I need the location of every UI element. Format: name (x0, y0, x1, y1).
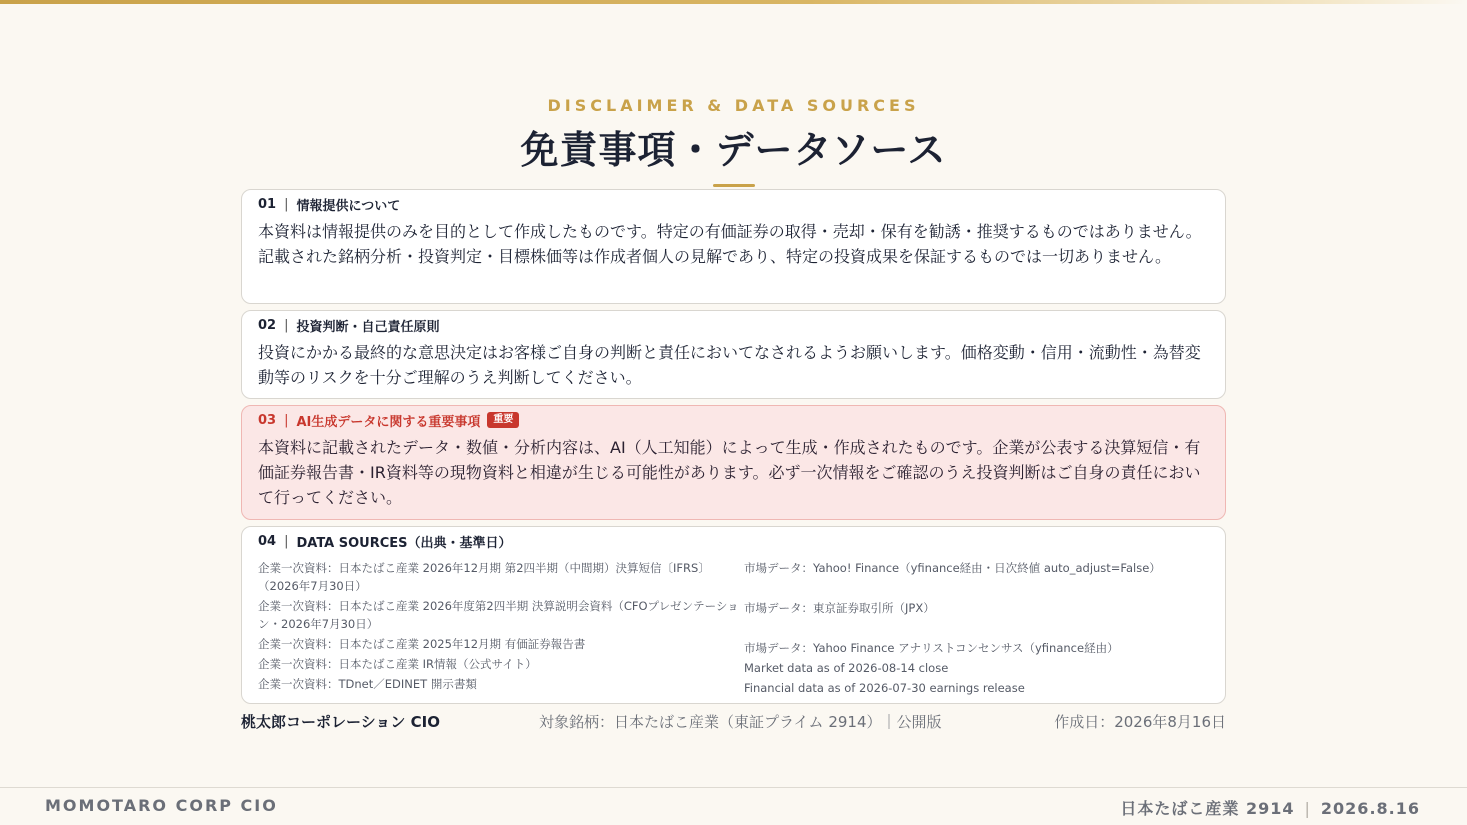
sources-column-left (258, 559, 744, 699)
source-item: 企業一次資料：日本たばこ産業 2026年度第2四半期 決算説明会資料（CFOプレゼンテーション・2026年7月30日） (258, 599, 739, 631)
section-separator: | (284, 317, 289, 333)
section-heading: AI生成データに関する重要事項 (296, 414, 481, 430)
source-item: 企業一次資料：日本たばこ産業 IR情報（公式サイト） (258, 657, 537, 671)
important-badge: 重要 (487, 412, 519, 428)
card-heading (258, 410, 1209, 430)
footer-meta (1120, 796, 1420, 819)
section-separator: | (284, 533, 289, 549)
source-item: 市場データ：Yahoo! Finance（yfinance経由・日次終値 auto_adjust=False） (744, 561, 1161, 575)
data-sources-card (241, 526, 1226, 704)
source-item: 企業一次資料：TDnet／EDINET 開示書類 (258, 677, 477, 691)
title-underline (713, 184, 755, 187)
section-number: 01 (258, 196, 277, 212)
card-heading (258, 531, 1209, 551)
section-body: 投資にかかる最終的な意思決定はお客様ご自身の判断と責任においてなされるようお願いします。価格変動・信用・流動性・為替変動等のリスクを十分ご理解のうえ判断してください。 (258, 343, 1201, 387)
source-item: 企業一次資料：日本たばこ産業 2025年12月期 有価証券報告書 (258, 637, 586, 651)
footer-brand: MOMOTARO CORP CIO (45, 796, 278, 815)
footer-date: 2026.8.16 (1320, 799, 1420, 818)
section-body: 本資料に記載されたデータ・数値・分析内容は、AI（人工知能）によって生成・作成されたものです。企業が公表する決算短信・有価証券報告書・IR資料等の現物資料と相違が生じる可能性があります。必ず一次情報をご確認のうえ投資判断はご自身の責任において行ってください。 (258, 438, 1201, 507)
section-heading: DATA SOURCES（出典・基準日） (296, 535, 512, 551)
source-item: Financial data as of 2026-07-30 earnings release (744, 681, 1025, 695)
section-separator: | (284, 196, 289, 212)
footer-separator: | (1304, 799, 1311, 818)
footer-ticker: 日本たばこ産業 2914 (1120, 799, 1295, 818)
byline-target: 対象銘柄：日本たばこ産業（東証プライム 2914）｜公開版 (539, 713, 942, 731)
section-number: 03 (258, 412, 277, 428)
card-heading (258, 315, 1209, 335)
page-title: 免責事項・データソース (520, 128, 947, 172)
disclaimer-card-03-important (241, 405, 1226, 520)
section-number: 02 (258, 317, 277, 333)
data-sources-grid (258, 559, 1209, 699)
sources-column-right (744, 559, 1214, 699)
disclaimer-card-02 (241, 310, 1226, 399)
byline-date: 作成日：2026年8月16日 (1054, 713, 1226, 731)
footer-divider (0, 787, 1467, 788)
source-item: 企業一次資料：日本たばこ産業 2026年12月期 第2四半期（中間期）決算短信〔IFRS〕（2026年7月30日） (258, 561, 710, 593)
page-header (0, 96, 1467, 187)
section-separator: | (284, 412, 289, 428)
source-item: Market data as of 2026-08-14 close (744, 661, 949, 675)
page-eyebrow: DISCLAIMER & DATA SOURCES (547, 96, 920, 115)
section-heading: 投資判断・自己責任原則 (296, 319, 440, 335)
section-body: 本資料は情報提供のみを目的として作成したものです。特定の有価証券の取得・売却・保有を勧誘・推奨するものではありません。記載された銘柄分析・投資判定・目標株価等は作成者個人の見解であり、特定の投資成果を保証するものでは一切ありません。 (258, 222, 1202, 266)
source-item: 市場データ：東京証券取引所（JPX） (744, 601, 935, 615)
card-heading (258, 194, 1209, 214)
section-number: 04 (258, 533, 277, 549)
byline (241, 711, 1226, 735)
source-item: 市場データ：Yahoo Finance アナリストコンセンサス（yfinance経由） (744, 641, 1119, 655)
top-accent-bar (0, 0, 1467, 4)
disclaimer-card-01 (241, 189, 1226, 304)
byline-company: 桃太郎コーポレーション CIO (241, 713, 440, 731)
section-heading: 情報提供について (296, 198, 401, 214)
